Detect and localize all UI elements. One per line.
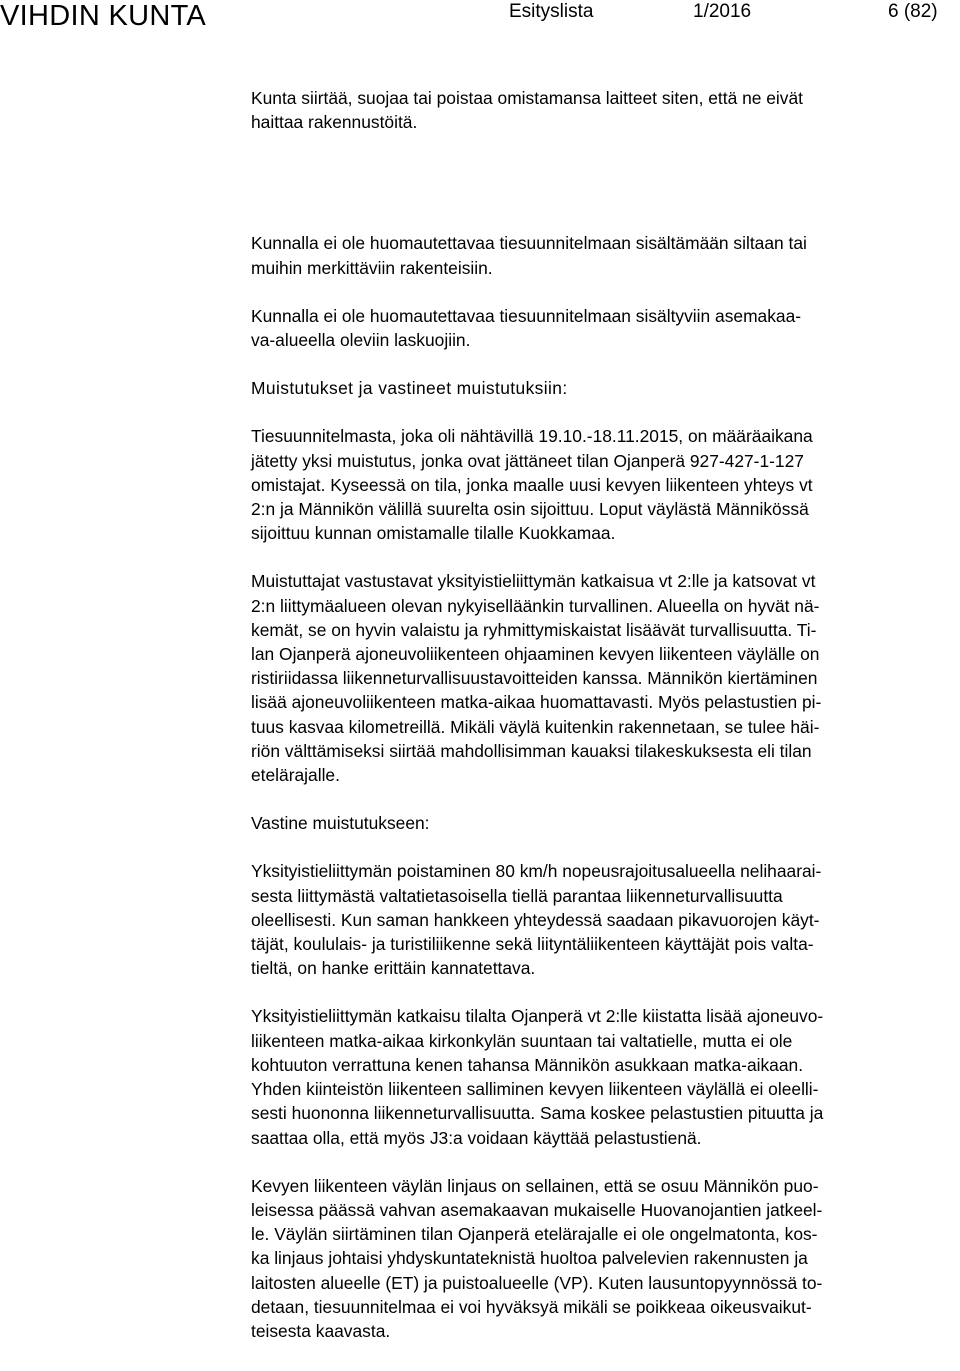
text-line: saattaa olla, että myös J3:a voidaan käyttää pelastustienä. (251, 1127, 702, 1148)
text-line: sesta liittymästä valtatietasoisella tiellä parantaa liikenneturvallisuutta (251, 885, 783, 906)
text-line: detaan, tiesuunnitelmaa ei voi hyväksyä mikäli se poikkeaa oikeusvaikut- (251, 1296, 812, 1317)
text-line: Kunnalla ei ole huomautettavaa tiesuunnitelmaan sisältämään siltaan tai (251, 233, 807, 254)
section-heading (251, 376, 956, 400)
text-line: Tiesuunnitelmasta, joka oli nähtävillä 19.10.-18.11.2015, on määräaikana (251, 426, 813, 447)
text-line: 2:n liittymäalueen olevan nykyiselläänkin turvallinen. Alueella on hyvät nä- (251, 595, 820, 616)
text-line: laitosten alueelle (ET) ja puistoalueelle (VP). Kuten lausuntopyynnössä to- (251, 1272, 823, 1293)
paragraph-response-travel-time (251, 1004, 956, 1149)
text-line: Kunta siirtää, suojaa tai poistaa omistamansa laitteet siten, että ne eivät (251, 88, 803, 108)
text-line: sesti huononna liikenneturvallisuutta. Sama koskee pelastustien pituutta ja (251, 1103, 824, 1124)
text-line: haittaa rakennustöitä. (251, 112, 418, 133)
text-line: kemät, se on hyvin valaistu ja ryhmittymiskaistat lisäävät turvallisuutta. Ti- (251, 619, 817, 640)
text-line: leisessa päässä vahvan asemakaavan mukaiselle Huovanojantien jatkeel- (251, 1199, 823, 1220)
issue-number: 1/2016 (693, 1, 752, 22)
text-line: le. Väylän siirtäminen tilan Ojanperä etelärajalle ei ole ongelmatonta, kos- (251, 1224, 818, 1245)
text-line: etelärajalle. (251, 765, 340, 786)
heading-text: Muistutukset ja vastineet muistutuksiin: (251, 378, 568, 399)
text-line: riön välttämiseksi siirtää mahdollisimman kauaksi tilakeskuksesta eli tilan (251, 740, 812, 761)
text-line: oleellisesti. Kun saman hankkeen yhteydessä saadaan pikavuorojen käyt- (251, 909, 820, 930)
organization-name: VIHDIN KUNTA (0, 0, 207, 32)
text-line: muihin merkittäviin rakenteisiin. (251, 257, 493, 278)
document-body (251, 86, 956, 1343)
document-type: Esityslista (509, 1, 594, 22)
page-header (0, 0, 960, 36)
text-line: 2:n ja Männikön välillä suurelta osin sijoittuu. Loput väylästä Männikössä (251, 499, 809, 520)
text-line: tieltä, on hanke erittäin kannatettava. (251, 958, 536, 979)
text-line: va-alueella oleviin laskuojiin. (251, 330, 471, 351)
paragraph-objection-details (251, 569, 956, 787)
text-line: Kevyen liikenteen väylän linjaus on sellainen, että se osuu Männikön puo- (251, 1175, 819, 1196)
text-line: teisesta kaavasta. (251, 1320, 391, 1341)
text-line: Kunnalla ei ole huomautettavaa tiesuunnitelmaan sisältyviin asemakaa- (251, 305, 802, 326)
text-line: lan Ojanperä ajoneuvoliikenteen ohjaaminen kevyen liikenteen väylälle on (251, 644, 820, 665)
page-number: 6 (82) (888, 1, 938, 22)
text-line: Yksityistieliittymän katkaisu tilalta Ojanperä vt 2:lle kiistatta lisää ajoneuvo- (251, 1006, 824, 1027)
paragraph-bridge (251, 231, 956, 279)
text-line: jätetty yksi muistutus, jonka ovat jättäneet tilan Ojanperä 927-427-1-127 (251, 450, 804, 471)
paragraph-response-alignment (251, 1174, 956, 1343)
text-line: täjät, koululais- ja turistiliikenne sekä liityntäliikenteen käyttäjät pois valta- (251, 934, 814, 955)
text-line: sijoittuu kunnan omistamalle tilalle Kuokkamaa. (251, 523, 616, 544)
text-line: ka linjaus johtaisi yhdyskuntateknistä huoltoa palvelevien rakennusten ja (251, 1248, 808, 1269)
paragraph-ditches (251, 304, 956, 352)
response-heading (251, 811, 956, 835)
text-line: ristiriidassa liikenneturvallisuustavoitteiden kanssa. Männikön kiertäminen (251, 668, 818, 689)
text-line: Muistuttajat vastustavat yksityistieliittymän katkaisua vt 2:lle ja katsovat vt (251, 571, 816, 592)
paragraph-response-safety (251, 859, 956, 980)
text-line: omistajat. Kyseessä on tila, jonka maalle uusi kevyen liikenteen yhteys vt (251, 474, 813, 495)
paragraph-objection-summary (251, 424, 956, 545)
text-line: liikenteen matka-aikaa kirkonkylän suuntaan tai valtatielle, mutta ei ole (251, 1030, 793, 1051)
text-line: Yhden kiinteistön liikenteen salliminen kevyen liikenteen väylällä ei oleelli- (251, 1079, 819, 1100)
text-line: tuus kasvaa kilometreillä. Mikäli väylä kuitenkin rakennetaan, se tulee häi- (251, 716, 820, 737)
paragraph-relocation (251, 86, 956, 134)
text-line: kohtuuton verrattuna kenen tahansa Männikön asukkaan matka-aikaan. (251, 1054, 804, 1075)
text-line: lisää ajoneuvoliikenteen matka-aikaa huomattavasti. Myös pelastustien pi- (251, 692, 822, 713)
text-line: Yksityistieliittymän poistaminen 80 km/h nopeusrajoitusalueella nelihaarai- (251, 861, 822, 882)
heading-text: Vastine muistutukseen: (251, 813, 430, 834)
